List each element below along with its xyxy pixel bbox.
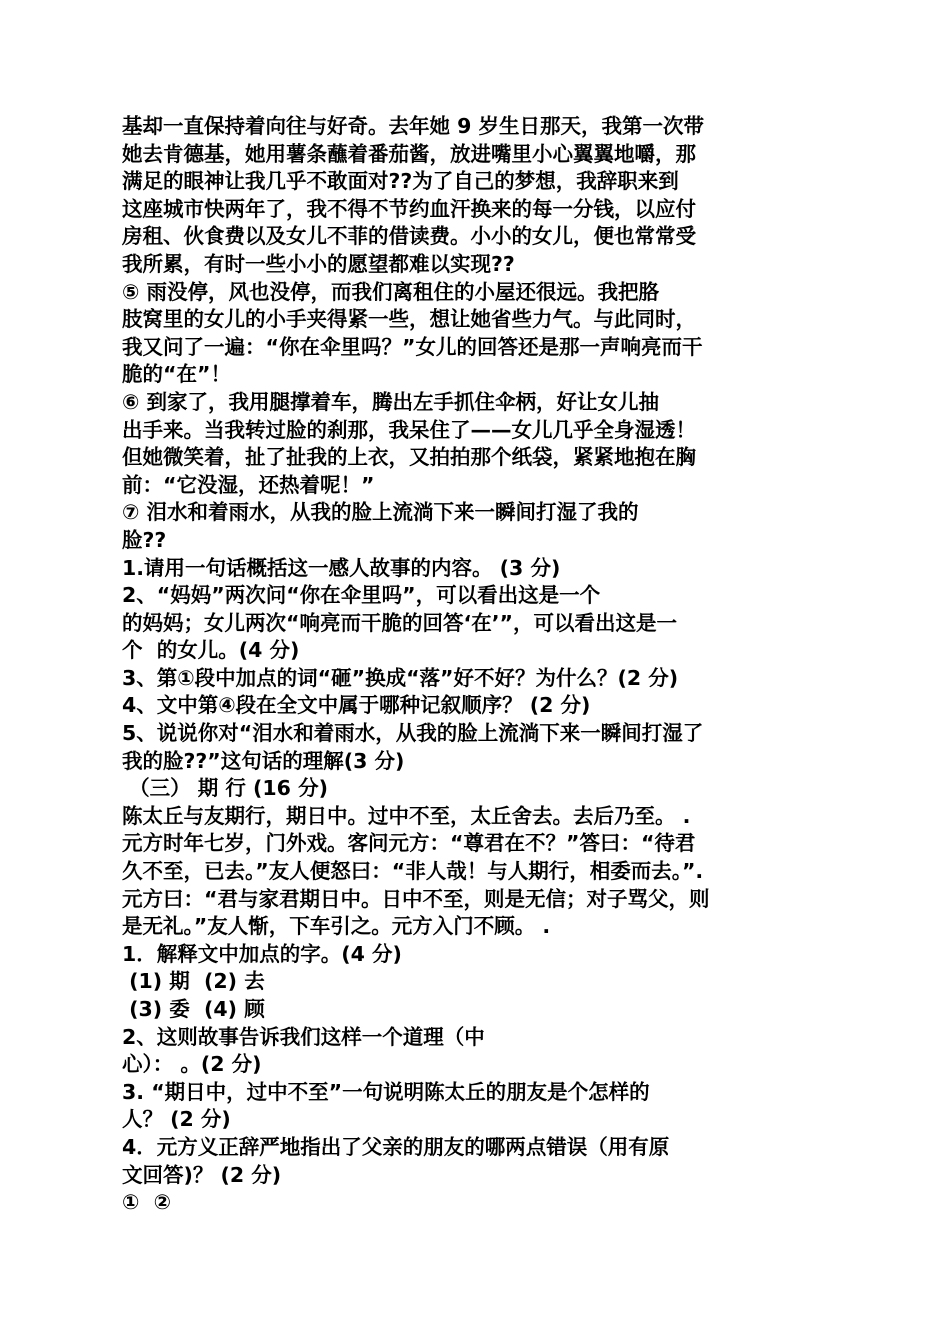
- classical-text-line: 元方曰：“君与家君期日中。日中不至，则是无信；对子骂父，则: [122, 886, 710, 911]
- text-line: 脆的“在”！: [122, 362, 231, 387]
- text-line: 她去肯德基，她用薯条蘸着番茄酱，放进嘴里小心翼翼地嚼，那: [122, 141, 696, 166]
- text-line: 人？ (2 分): [122, 1107, 231, 1132]
- paragraph-5-line: ⑤ 雨没停，风也没停，而我们离租住的小屋还很远。我把胳: [122, 279, 659, 304]
- question-4: 4、文中第④段在全文中属于哪种记叙顺序？ (2 分): [122, 693, 591, 718]
- text-line: 我的脸??”这句话的理解(3 分): [122, 748, 405, 773]
- text-line: 心）： 。(2 分): [122, 1052, 262, 1077]
- text-line: 我所累，有时一些小小的愿望都难以实现??: [122, 251, 515, 276]
- answer-markers: ① ②: [122, 1190, 171, 1215]
- question-2: 2、这则故事告诉我们这样一个道理（中: [122, 1024, 485, 1049]
- text-line: 基却一直保持着向往与好奇。去年她 9 岁生日那天，我第一次带: [122, 114, 705, 138]
- question-5: 5、说说你对“泪水和着雨水，从我的脸上流淌下来一瞬间打湿了: [122, 721, 704, 746]
- classical-text-line: 元方时年七岁，门外戏。客问元方：“尊君在不？”答曰：“待君: [122, 831, 696, 856]
- text-line: 脸??: [122, 527, 167, 552]
- classical-text-line: 是无礼。”友人惭，下车引之。元方入门不顾。 .: [122, 914, 551, 939]
- text-line: 的妈妈；女儿两次“响亮而干脆的回答‘在’”，可以看出这是一: [122, 610, 678, 635]
- paragraph-7-line: ⑦ 泪水和着雨水，从我的脸上流淌下来一瞬间打湿了我的: [122, 500, 639, 525]
- text-line: 肢窝里的女儿的小手夹得紧一些，想让她省些力气。与此同时，: [122, 307, 696, 332]
- question-4: 4．元方义正辞严地指出了父亲的朋友的哪两点错误（用有原: [122, 1134, 670, 1159]
- question-3: 3、第①段中加点的词“砸”换成“落”好不好？为什么？(2 分): [122, 665, 679, 690]
- document-page: [122, 113, 812, 1217]
- text-line: 但她微笑着，扯了扯我的上衣，又拍拍那个纸袋，紧紧地抱在胸: [122, 445, 696, 470]
- sub-question: (3) 委 (4) 顾: [122, 997, 265, 1021]
- question-2: 2、“妈妈”两次问“你在伞里吗”，可以看出这是一个: [122, 583, 601, 608]
- section-heading: （三） 期 行 (16 分): [122, 776, 328, 801]
- sub-question: (1) 期 (2) 去: [122, 969, 265, 994]
- question-1: 1.请用一句话概括这一感人故事的内容。 (3 分): [122, 555, 561, 580]
- text-line: 满足的眼神让我几乎不敢面对??为了自己的梦想，我辞职来到: [122, 169, 679, 194]
- text-line: 文回答)？ (2 分): [122, 1162, 282, 1187]
- question-1: 1．解释文中加点的字。(4 分): [122, 941, 402, 966]
- paragraph-6-line: ⑥ 到家了，我用腿撑着车，腾出左手抓住伞柄，好让女儿抽: [122, 389, 659, 414]
- text-line: 房租、伙食费以及女儿不菲的借读费。小小的女儿，便也常常受: [122, 224, 696, 249]
- classical-text-line: 陈太丘与友期行，期日中。过中不至，太丘舍去。去后乃至。 .: [122, 803, 691, 828]
- text-line: 前：“它没湿，还热着呢！”: [122, 472, 375, 497]
- question-3: 3. “期日中，过中不至”一句说明陈太丘的朋友是个怎样的: [122, 1079, 650, 1104]
- text-line: 我又问了一遍：“你在伞里吗？”女儿的回答还是那一声响亮而干: [122, 334, 703, 359]
- classical-text-line: 久不至，已去。”友人便怒曰：“非人哉！与人期行，相委而去。”.: [122, 859, 704, 884]
- text-line: 个 的女儿。(4 分): [122, 638, 300, 663]
- text-line: 出手来。当我转过脸的刹那，我呆住了——女儿几乎全身湿透！: [122, 417, 696, 442]
- text-line: 这座城市快两年了，我不得不节约血汗换来的每一分钱，以应付: [122, 196, 696, 221]
